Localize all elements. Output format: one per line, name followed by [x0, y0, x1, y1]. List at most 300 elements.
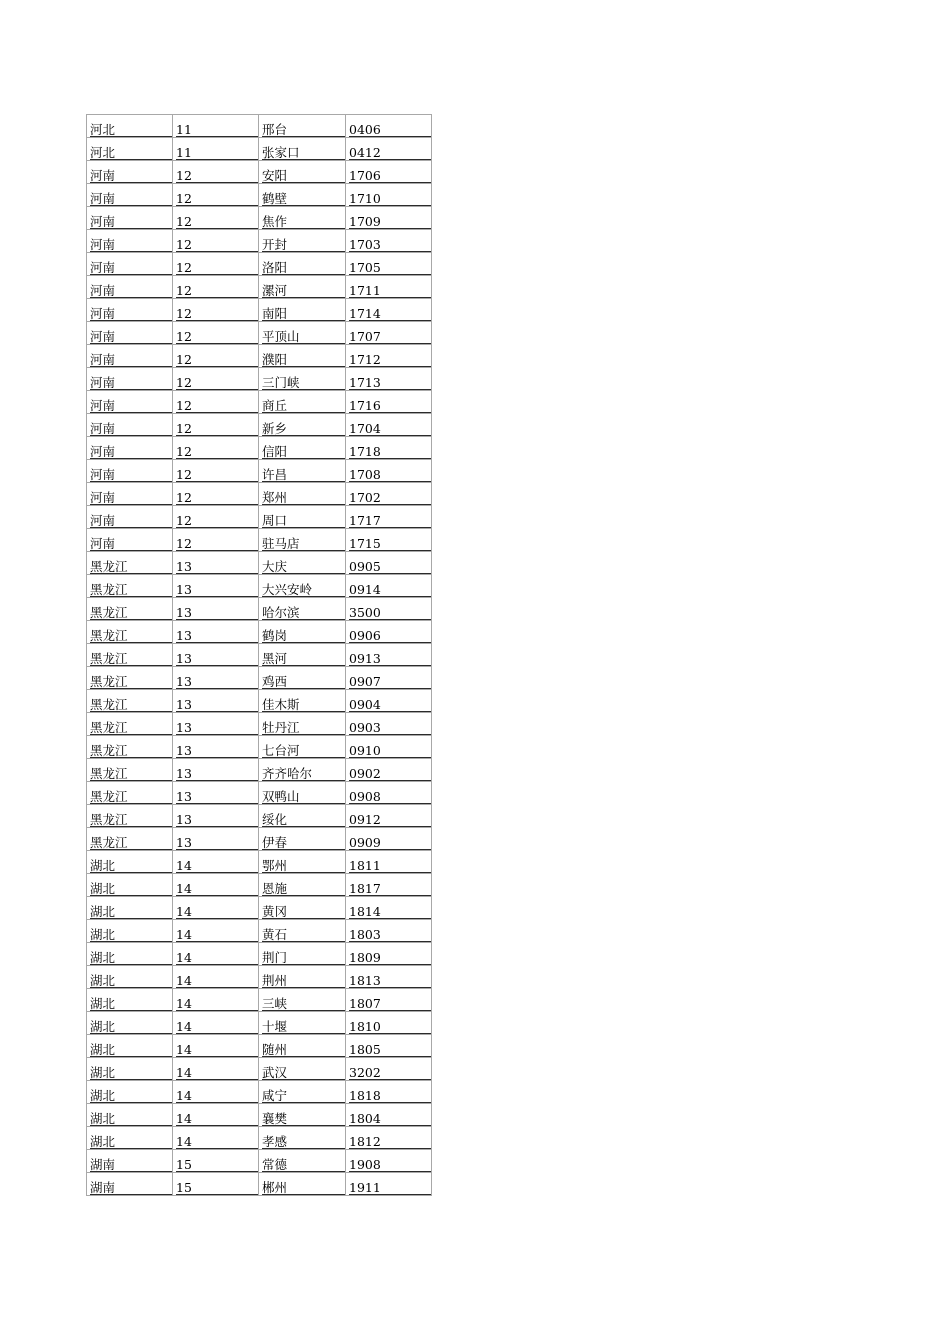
city-code-cell — [346, 621, 432, 644]
province-code-text: 14 — [176, 883, 258, 896]
table-row — [87, 943, 432, 966]
province-code-text: 11 — [176, 124, 258, 137]
province-text: 湖北 — [90, 906, 172, 919]
province-code-cell — [173, 483, 259, 506]
city-text: 平顶山 — [262, 331, 345, 344]
city-code-text: 1718 — [349, 446, 431, 459]
province-code-cell — [173, 552, 259, 575]
city-code-text: 1712 — [349, 354, 431, 367]
table-row — [87, 253, 432, 276]
city-code-text: 1804 — [349, 1113, 431, 1126]
province-text: 湖北 — [90, 1067, 172, 1080]
province-code-text: 12 — [176, 308, 258, 321]
province-code-cell — [173, 575, 259, 598]
table-row — [87, 805, 432, 828]
city-code-cell — [346, 667, 432, 690]
city-text: 郴州 — [262, 1182, 345, 1195]
province-code-cell — [173, 322, 259, 345]
table-row — [87, 1081, 432, 1104]
city-cell — [259, 874, 346, 897]
city-code-text: 0903 — [349, 722, 431, 735]
table-row — [87, 851, 432, 874]
province-code-text: 12 — [176, 170, 258, 183]
province-cell — [87, 138, 173, 161]
province-code-text: 11 — [176, 147, 258, 160]
table-row — [87, 690, 432, 713]
city-code-text: 1717 — [349, 515, 431, 528]
city-text: 邢台 — [262, 124, 345, 137]
province-text: 湖北 — [90, 1090, 172, 1103]
province-cell — [87, 690, 173, 713]
city-text: 鄂州 — [262, 860, 345, 873]
province-cell — [87, 161, 173, 184]
province-code-text: 14 — [176, 1021, 258, 1034]
city-text: 焦作 — [262, 216, 345, 229]
city-cell — [259, 414, 346, 437]
province-code-cell — [173, 1127, 259, 1150]
city-text: 齐齐哈尔 — [262, 768, 345, 781]
city-cell — [259, 1058, 346, 1081]
table-row — [87, 391, 432, 414]
city-code-text: 1803 — [349, 929, 431, 942]
city-code-cell — [346, 276, 432, 299]
province-code-text: 14 — [176, 1067, 258, 1080]
province-text: 黑龙江 — [90, 745, 172, 758]
city-code-text: 0904 — [349, 699, 431, 712]
province-cell — [87, 1058, 173, 1081]
province-text: 湖北 — [90, 860, 172, 873]
province-cell — [87, 1127, 173, 1150]
table-row — [87, 322, 432, 345]
table-row — [87, 414, 432, 437]
city-code-cell — [346, 299, 432, 322]
province-code-text: 15 — [176, 1182, 258, 1195]
city-text: 武汉 — [262, 1067, 345, 1080]
table-row — [87, 161, 432, 184]
city-text: 咸宁 — [262, 1090, 345, 1103]
city-text: 双鸭山 — [262, 791, 345, 804]
province-text: 河北 — [90, 124, 172, 137]
city-text: 大兴安岭 — [262, 584, 345, 597]
city-cell — [259, 1150, 346, 1173]
province-code-text: 12 — [176, 515, 258, 528]
city-code-text: 1813 — [349, 975, 431, 988]
city-code-text: 1708 — [349, 469, 431, 482]
province-cell — [87, 437, 173, 460]
table-row — [87, 1173, 432, 1196]
province-cell — [87, 552, 173, 575]
table-row — [87, 621, 432, 644]
province-cell — [87, 575, 173, 598]
city-code-text: 1811 — [349, 860, 431, 873]
city-text: 鸡西 — [262, 676, 345, 689]
province-code-cell — [173, 437, 259, 460]
province-text: 河南 — [90, 216, 172, 229]
city-code-text: 1707 — [349, 331, 431, 344]
province-cell — [87, 184, 173, 207]
province-cell — [87, 874, 173, 897]
table-row — [87, 1150, 432, 1173]
province-cell — [87, 1035, 173, 1058]
city-text: 新乡 — [262, 423, 345, 436]
province-code-cell — [173, 805, 259, 828]
city-code-text: 1714 — [349, 308, 431, 321]
province-text: 河南 — [90, 308, 172, 321]
province-cell — [87, 1012, 173, 1035]
city-code-cell — [346, 207, 432, 230]
province-code-text: 13 — [176, 561, 258, 574]
province-text: 黑龙江 — [90, 607, 172, 620]
province-code-text: 15 — [176, 1159, 258, 1172]
province-code-cell — [173, 598, 259, 621]
province-text: 湖北 — [90, 975, 172, 988]
city-code-text: 0909 — [349, 837, 431, 850]
city-code-text: 1704 — [349, 423, 431, 436]
city-code-cell — [346, 828, 432, 851]
city-text: 许昌 — [262, 469, 345, 482]
city-code-text: 0907 — [349, 676, 431, 689]
city-cell — [259, 115, 346, 138]
city-code-text: 1715 — [349, 538, 431, 551]
city-text: 安阳 — [262, 170, 345, 183]
province-code-text: 14 — [176, 929, 258, 942]
city-code-cell — [346, 368, 432, 391]
province-code-text: 14 — [176, 998, 258, 1011]
province-code-cell — [173, 713, 259, 736]
province-text: 湖北 — [90, 952, 172, 965]
city-cell — [259, 322, 346, 345]
city-code-text: 0913 — [349, 653, 431, 666]
province-cell — [87, 828, 173, 851]
province-code-cell — [173, 276, 259, 299]
city-code-text: 3500 — [349, 607, 431, 620]
city-code-cell — [346, 253, 432, 276]
city-cell — [259, 782, 346, 805]
province-cell — [87, 966, 173, 989]
province-code-text: 12 — [176, 216, 258, 229]
province-text: 河南 — [90, 239, 172, 252]
city-code-cell — [346, 483, 432, 506]
city-code-text: 1705 — [349, 262, 431, 275]
city-cell — [259, 276, 346, 299]
province-text: 河南 — [90, 492, 172, 505]
city-code-cell — [346, 230, 432, 253]
city-code-text: 0905 — [349, 561, 431, 574]
province-cell — [87, 782, 173, 805]
city-text: 黑河 — [262, 653, 345, 666]
province-cell — [87, 207, 173, 230]
table-row — [87, 552, 432, 575]
province-code-cell — [173, 253, 259, 276]
province-code-text: 13 — [176, 630, 258, 643]
table-row — [87, 1104, 432, 1127]
city-code-cell — [346, 414, 432, 437]
table-row — [87, 529, 432, 552]
province-text: 湖北 — [90, 1136, 172, 1149]
city-text: 开封 — [262, 239, 345, 252]
table-row — [87, 299, 432, 322]
province-text: 黑龙江 — [90, 722, 172, 735]
city-code-cell — [346, 506, 432, 529]
city-code-cell — [346, 575, 432, 598]
province-cell — [87, 598, 173, 621]
table-row — [87, 667, 432, 690]
province-code-text: 13 — [176, 722, 258, 735]
province-code-cell — [173, 943, 259, 966]
province-code-text: 12 — [176, 377, 258, 390]
province-cell — [87, 736, 173, 759]
city-code-cell — [346, 1150, 432, 1173]
city-code-text: 0412 — [349, 147, 431, 160]
province-code-cell — [173, 920, 259, 943]
table-row — [87, 368, 432, 391]
city-code-text: 0914 — [349, 584, 431, 597]
province-code-cell — [173, 138, 259, 161]
city-code-text: 1711 — [349, 285, 431, 298]
city-text: 常德 — [262, 1159, 345, 1172]
province-cell — [87, 276, 173, 299]
city-code-text: 0908 — [349, 791, 431, 804]
city-cell — [259, 1012, 346, 1035]
province-code-cell — [173, 851, 259, 874]
province-cell — [87, 529, 173, 552]
table-row — [87, 460, 432, 483]
province-code-cell — [173, 736, 259, 759]
province-code-cell — [173, 874, 259, 897]
city-code-cell — [346, 713, 432, 736]
city-cell — [259, 575, 346, 598]
province-code-cell — [173, 391, 259, 414]
city-code-cell — [346, 920, 432, 943]
city-cell — [259, 1127, 346, 1150]
city-code-text: 0902 — [349, 768, 431, 781]
table-row — [87, 138, 432, 161]
province-code-text: 12 — [176, 239, 258, 252]
city-text: 濮阳 — [262, 354, 345, 367]
province-text: 河南 — [90, 285, 172, 298]
province-cell — [87, 1104, 173, 1127]
province-cell — [87, 483, 173, 506]
city-cell — [259, 345, 346, 368]
city-cell — [259, 460, 346, 483]
province-text: 湖南 — [90, 1182, 172, 1195]
province-text: 黑龙江 — [90, 561, 172, 574]
province-code-text: 12 — [176, 400, 258, 413]
city-cell — [259, 207, 346, 230]
province-code-cell — [173, 897, 259, 920]
city-cell — [259, 184, 346, 207]
city-code-cell — [346, 115, 432, 138]
city-code-text: 0406 — [349, 124, 431, 137]
province-code-text: 13 — [176, 768, 258, 781]
city-text: 恩施 — [262, 883, 345, 896]
province-code-cell — [173, 989, 259, 1012]
province-code-text: 14 — [176, 1136, 258, 1149]
city-code-text: 0912 — [349, 814, 431, 827]
table-row — [87, 644, 432, 667]
province-cell — [87, 460, 173, 483]
province-text: 黑龙江 — [90, 653, 172, 666]
city-code-text: 1703 — [349, 239, 431, 252]
city-text: 荆门 — [262, 952, 345, 965]
city-cell — [259, 299, 346, 322]
province-text: 湖北 — [90, 1113, 172, 1126]
city-cell — [259, 437, 346, 460]
province-cell — [87, 851, 173, 874]
city-code-cell — [346, 161, 432, 184]
province-code-cell — [173, 782, 259, 805]
city-cell — [259, 1104, 346, 1127]
province-code-text: 12 — [176, 538, 258, 551]
table-row — [87, 759, 432, 782]
city-cell — [259, 989, 346, 1012]
city-cell — [259, 161, 346, 184]
table-row — [87, 966, 432, 989]
province-code-cell — [173, 644, 259, 667]
province-code-text: 14 — [176, 952, 258, 965]
province-code-text: 13 — [176, 607, 258, 620]
city-code-text: 1812 — [349, 1136, 431, 1149]
city-code-text: 1706 — [349, 170, 431, 183]
city-code-text: 1809 — [349, 952, 431, 965]
city-cell — [259, 736, 346, 759]
province-code-text: 14 — [176, 1113, 258, 1126]
city-code-cell — [346, 391, 432, 414]
region-code-table — [86, 114, 432, 1196]
table-row — [87, 1127, 432, 1150]
city-text: 驻马店 — [262, 538, 345, 551]
city-code-text: 1911 — [349, 1182, 431, 1195]
city-cell — [259, 621, 346, 644]
province-cell — [87, 230, 173, 253]
province-text: 河南 — [90, 515, 172, 528]
table-row — [87, 897, 432, 920]
province-cell — [87, 506, 173, 529]
city-text: 孝感 — [262, 1136, 345, 1149]
city-text: 哈尔滨 — [262, 607, 345, 620]
city-text: 商丘 — [262, 400, 345, 413]
city-code-text: 1805 — [349, 1044, 431, 1057]
city-text: 襄樊 — [262, 1113, 345, 1126]
province-code-cell — [173, 690, 259, 713]
province-text: 河南 — [90, 423, 172, 436]
city-code-cell — [346, 437, 432, 460]
province-text: 河南 — [90, 377, 172, 390]
province-cell — [87, 1173, 173, 1196]
city-cell — [259, 552, 346, 575]
province-cell — [87, 644, 173, 667]
province-code-text: 13 — [176, 584, 258, 597]
city-cell — [259, 966, 346, 989]
province-cell — [87, 920, 173, 943]
province-code-cell — [173, 207, 259, 230]
province-text: 河南 — [90, 400, 172, 413]
province-code-cell — [173, 1035, 259, 1058]
city-code-cell — [346, 529, 432, 552]
province-text: 湖北 — [90, 1044, 172, 1057]
province-code-text: 13 — [176, 745, 258, 758]
province-cell — [87, 115, 173, 138]
city-text: 洛阳 — [262, 262, 345, 275]
province-code-cell — [173, 184, 259, 207]
province-text: 黑龙江 — [90, 791, 172, 804]
city-text: 鹤壁 — [262, 193, 345, 206]
province-code-cell — [173, 368, 259, 391]
province-code-cell — [173, 1012, 259, 1035]
city-code-cell — [346, 782, 432, 805]
province-cell — [87, 253, 173, 276]
city-code-text: 0906 — [349, 630, 431, 643]
province-code-cell — [173, 230, 259, 253]
province-code-cell — [173, 966, 259, 989]
province-code-text: 14 — [176, 906, 258, 919]
province-code-cell — [173, 1150, 259, 1173]
city-cell — [259, 828, 346, 851]
table-row — [87, 184, 432, 207]
table-row — [87, 575, 432, 598]
province-code-text: 14 — [176, 860, 258, 873]
city-cell — [259, 230, 346, 253]
province-code-text: 12 — [176, 285, 258, 298]
table-row — [87, 1058, 432, 1081]
province-cell — [87, 805, 173, 828]
table-row — [87, 828, 432, 851]
province-code-cell — [173, 1058, 259, 1081]
province-text: 河北 — [90, 147, 172, 160]
city-code-cell — [346, 644, 432, 667]
city-cell — [259, 368, 346, 391]
city-text: 佳木斯 — [262, 699, 345, 712]
province-cell — [87, 759, 173, 782]
province-cell — [87, 345, 173, 368]
province-code-cell — [173, 828, 259, 851]
province-code-text: 13 — [176, 837, 258, 850]
city-cell — [259, 759, 346, 782]
province-text: 黑龙江 — [90, 814, 172, 827]
city-code-cell — [346, 598, 432, 621]
table-row — [87, 874, 432, 897]
province-code-text: 12 — [176, 423, 258, 436]
province-cell — [87, 897, 173, 920]
table-row — [87, 115, 432, 138]
city-text: 伊春 — [262, 837, 345, 850]
city-text: 黄石 — [262, 929, 345, 942]
province-text: 湖北 — [90, 883, 172, 896]
city-code-cell — [346, 736, 432, 759]
province-code-text: 13 — [176, 676, 258, 689]
province-code-text: 12 — [176, 331, 258, 344]
city-text: 荆州 — [262, 975, 345, 988]
province-code-cell — [173, 529, 259, 552]
province-code-cell — [173, 299, 259, 322]
province-code-text: 14 — [176, 1044, 258, 1057]
city-text: 大庆 — [262, 561, 345, 574]
city-text: 信阳 — [262, 446, 345, 459]
province-code-cell — [173, 667, 259, 690]
city-code-cell — [346, 759, 432, 782]
province-cell — [87, 368, 173, 391]
province-text: 河南 — [90, 538, 172, 551]
table-row — [87, 1012, 432, 1035]
table-row — [87, 782, 432, 805]
city-cell — [259, 851, 346, 874]
city-code-text: 1810 — [349, 1021, 431, 1034]
city-code-cell — [346, 1104, 432, 1127]
province-text: 黑龙江 — [90, 630, 172, 643]
province-code-text: 13 — [176, 791, 258, 804]
city-text: 郑州 — [262, 492, 345, 505]
city-cell — [259, 690, 346, 713]
